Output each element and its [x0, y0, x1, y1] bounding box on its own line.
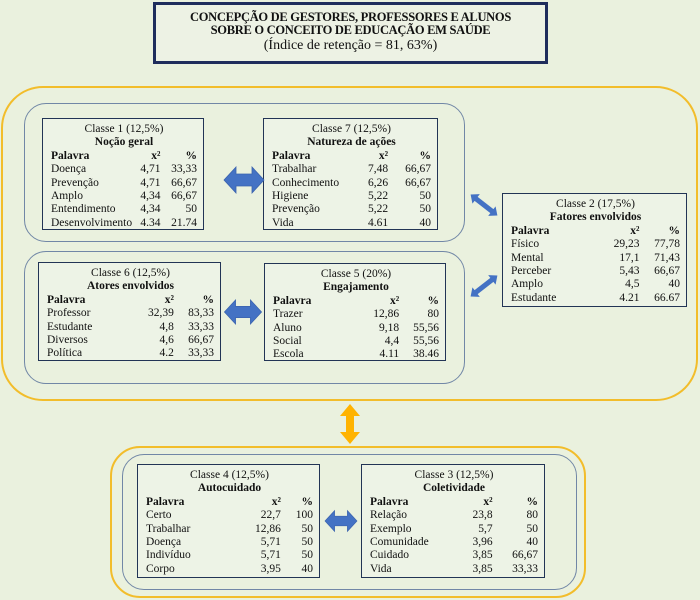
- class-1-table: [51, 150, 197, 230]
- double-arrow-icon-c6-c5: [224, 299, 262, 325]
- table-row: Corpo 3,95 40: [146, 562, 313, 575]
- col-pct: %: [526, 495, 538, 508]
- table-row: Vida 4.61 40: [272, 216, 431, 229]
- diagram-title-box: [153, 2, 548, 64]
- col-word: Palavra: [511, 224, 550, 237]
- col-chi: x²: [630, 224, 640, 237]
- class-2-table: [511, 225, 680, 305]
- table-row: Comunidade 3,96 40: [370, 536, 538, 549]
- table-row: Exemplo 5,7 50: [370, 522, 538, 535]
- class-3-header: Classe 3 (12,5%): [414, 469, 494, 481]
- table-row: Trabalhar 7,48 66,67: [272, 163, 431, 176]
- class-6-box: [38, 262, 221, 361]
- table-row: Físico 29,23 77,78: [511, 238, 680, 251]
- class-5-name: Engajamento: [323, 281, 389, 294]
- table-row: Relação 23,8 80: [370, 509, 538, 522]
- class-1-header: Classe 1 (12,5%): [84, 123, 164, 135]
- table-row: Vida 3,85 33,33: [370, 562, 538, 575]
- class-4-header: Classe 4 (12,5%): [190, 469, 269, 481]
- col-pct: %: [427, 294, 439, 307]
- diagonal-arrow-icon-upper-c2: [469, 192, 499, 218]
- class-1-box: [42, 118, 204, 230]
- col-word: Palavra: [272, 149, 311, 162]
- col-chi: x²: [378, 149, 389, 162]
- class-4-table: [146, 496, 313, 576]
- table-row: Amplo 4,5 40: [511, 278, 680, 291]
- class-4-box: [137, 464, 320, 578]
- table-row: Professor 32,39 83,33: [47, 307, 214, 320]
- class-5-header: Classe 5 (20%): [320, 268, 392, 280]
- table-row: Doença 4,71 33,33: [51, 163, 197, 176]
- vertical-double-arrow-icon: [340, 404, 360, 444]
- table-row: Indivíduo 5,71 50: [146, 549, 313, 562]
- class-7-header: Classe 7 (12,5%): [312, 123, 391, 135]
- col-word: Palavra: [47, 293, 86, 306]
- class-3-table: [370, 496, 538, 576]
- class-6-header: Classe 6 (12,5%): [91, 267, 170, 279]
- title-retention-index: (Índice de retenção = 81, 63%): [263, 38, 438, 53]
- table-row: Trabalhar 12,86 50: [146, 522, 313, 535]
- table-row: Prevenção 5,22 50: [272, 203, 431, 216]
- class-3-name: Coletividade: [423, 482, 485, 495]
- class-2-header: Classe 2 (17,5%): [556, 198, 635, 210]
- double-arrow-icon-c4-c3: [325, 509, 357, 533]
- class-5-box: [264, 263, 446, 361]
- col-pct: %: [185, 149, 197, 162]
- col-chi: x²: [164, 293, 174, 306]
- table-row: Doença 5,71 50: [146, 536, 313, 549]
- title-line-1: CONCEPÇÃO DE GESTORES, PROFESSORES E ALUNOS: [190, 10, 511, 24]
- table-row: Mental 17,1 71,43: [511, 251, 680, 264]
- class-2-box: [502, 193, 687, 307]
- col-word: Palavra: [51, 149, 90, 162]
- class-6-name: Atores envolvidos: [87, 280, 174, 293]
- col-word: Palavra: [370, 495, 409, 508]
- table-row: Trazer 12,86 80: [273, 308, 439, 321]
- title-line-2: SOBRE O CONCEITO DE EDUCAÇÃO EM SAÚDE: [210, 23, 491, 37]
- table-row: Social 4,4 55,56: [273, 335, 439, 348]
- class-7-table: [272, 150, 431, 230]
- col-pct: %: [668, 224, 680, 237]
- table-row: Certo 22,7 100: [146, 509, 313, 522]
- class-2-name: Fatores envolvidos: [549, 211, 642, 224]
- table-row: Diversos 4,6 66,67: [47, 334, 214, 347]
- table-row: Conhecimento 6,26 66,67: [272, 176, 431, 189]
- col-chi: x²: [151, 149, 161, 162]
- double-arrow-icon-c1-c7: [224, 166, 264, 194]
- col-word: Palavra: [146, 495, 185, 508]
- table-row: Perceber 5,43 66,67: [511, 265, 680, 278]
- class-6-table: [47, 294, 214, 361]
- table-row: Escola 4.11 38.46: [273, 348, 439, 361]
- table-row: Política 4.2 33,33: [47, 347, 214, 360]
- table-row: Higiene 5,22 50: [272, 190, 431, 203]
- col-chi: x²: [271, 495, 281, 508]
- col-chi: x²: [389, 294, 400, 307]
- table-row: Estudante 4,8 33,33: [47, 320, 214, 333]
- class-1-name: Noção geral: [94, 136, 154, 149]
- table-row: Desenvolvimento 4.34 21.74: [51, 216, 197, 229]
- col-pct: %: [419, 149, 431, 162]
- col-chi: x²: [483, 495, 493, 508]
- col-word: Palavra: [273, 294, 312, 307]
- table-row: Estudante 4.21 66.67: [511, 291, 680, 304]
- col-pct: %: [202, 293, 214, 306]
- table-row: Prevenção 4,71 66,67: [51, 176, 197, 189]
- diagonal-arrow-icon-lower-c2: [469, 273, 499, 299]
- table-row: Aluno 9,18 55,56: [273, 321, 439, 334]
- class-7-box: [263, 118, 438, 230]
- class-3-box: [361, 464, 545, 578]
- class-5-table: [273, 295, 439, 362]
- class-7-name: Natureza de ações: [307, 136, 396, 149]
- table-row: Cuidado 3,85 66,67: [370, 549, 538, 562]
- class-4-name: Autocuidado: [197, 482, 262, 495]
- table-row: Entendimento 4,34 50: [51, 203, 197, 216]
- col-pct: %: [301, 495, 313, 508]
- table-row: Amplo 4,34 66,67: [51, 190, 197, 203]
